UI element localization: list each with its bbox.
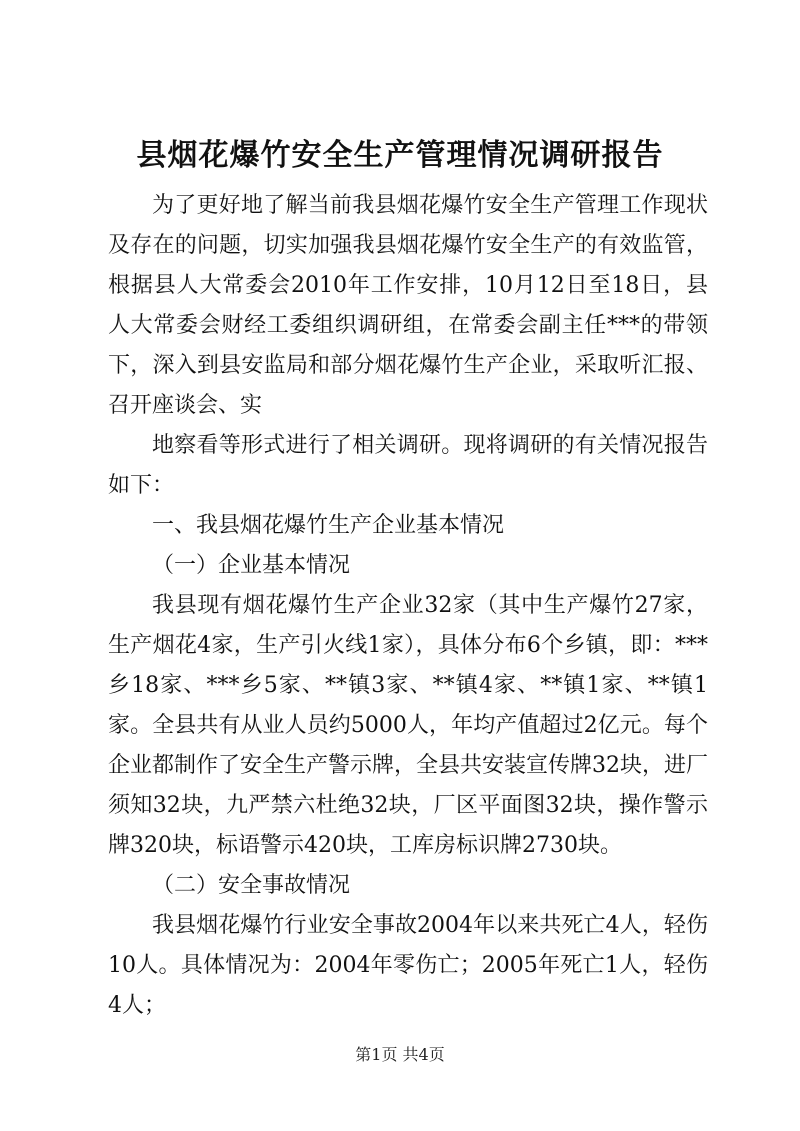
subsection-heading-2: （二）安全事故情况 — [152, 873, 351, 898]
accident-paragraph: 我县烟花爆竹行业安全事故2004年以来共死亡4人，轻伤10人。具体情况为：2004年零伤亡；2005年死亡1人，轻伤4人； — [108, 913, 708, 1018]
intro-continuation-paragraph: 地察看等形式进行了相关调研。现将调研的有关情况报告如下： — [108, 433, 708, 498]
enterprise-paragraph: 我县现有烟花爆竹生产企业32家（其中生产爆竹27家，生产烟花4家，生产引火线1家），具体分布6个乡镇，即：***乡18家、***乡5家、**镇3家、**镇4家、**镇1家、**镇1家。全县共有从业人员约5000人，年均产值超过2亿元。每个企业都制作了安全生产警示牌，全县共安装宣传牌32块，进厂须知32块，九严禁六杜绝32块，厂区平面图32块，操作警示牌320块，标语警示420块，工库房标识牌2730块。 — [108, 593, 708, 858]
document-title: 县烟花爆竹安全生产管理情况调研报告 — [136, 138, 664, 173]
section-heading: 一、我县烟花爆竹生产企业基本情况 — [152, 513, 505, 538]
page-footer: 第1页 共4页 — [355, 1045, 445, 1064]
intro-paragraph: 为了更好地了解当前我县烟花爆竹安全生产管理工作现状及存在的问题，切实加强我县烟花爆竹安全生产的有效监管，根据县人大常委会2010年工作安排，10月12日至18日，县人大常委会财经工委组织调研组，在常委会副主任***的带领下，深入到县安监局和部分烟花爆竹生产企业，采取听汇报、召开座谈会、实 — [108, 193, 708, 418]
subsection-heading-1: （一）企业基本情况 — [152, 553, 351, 578]
document-body — [108, 186, 708, 1026]
